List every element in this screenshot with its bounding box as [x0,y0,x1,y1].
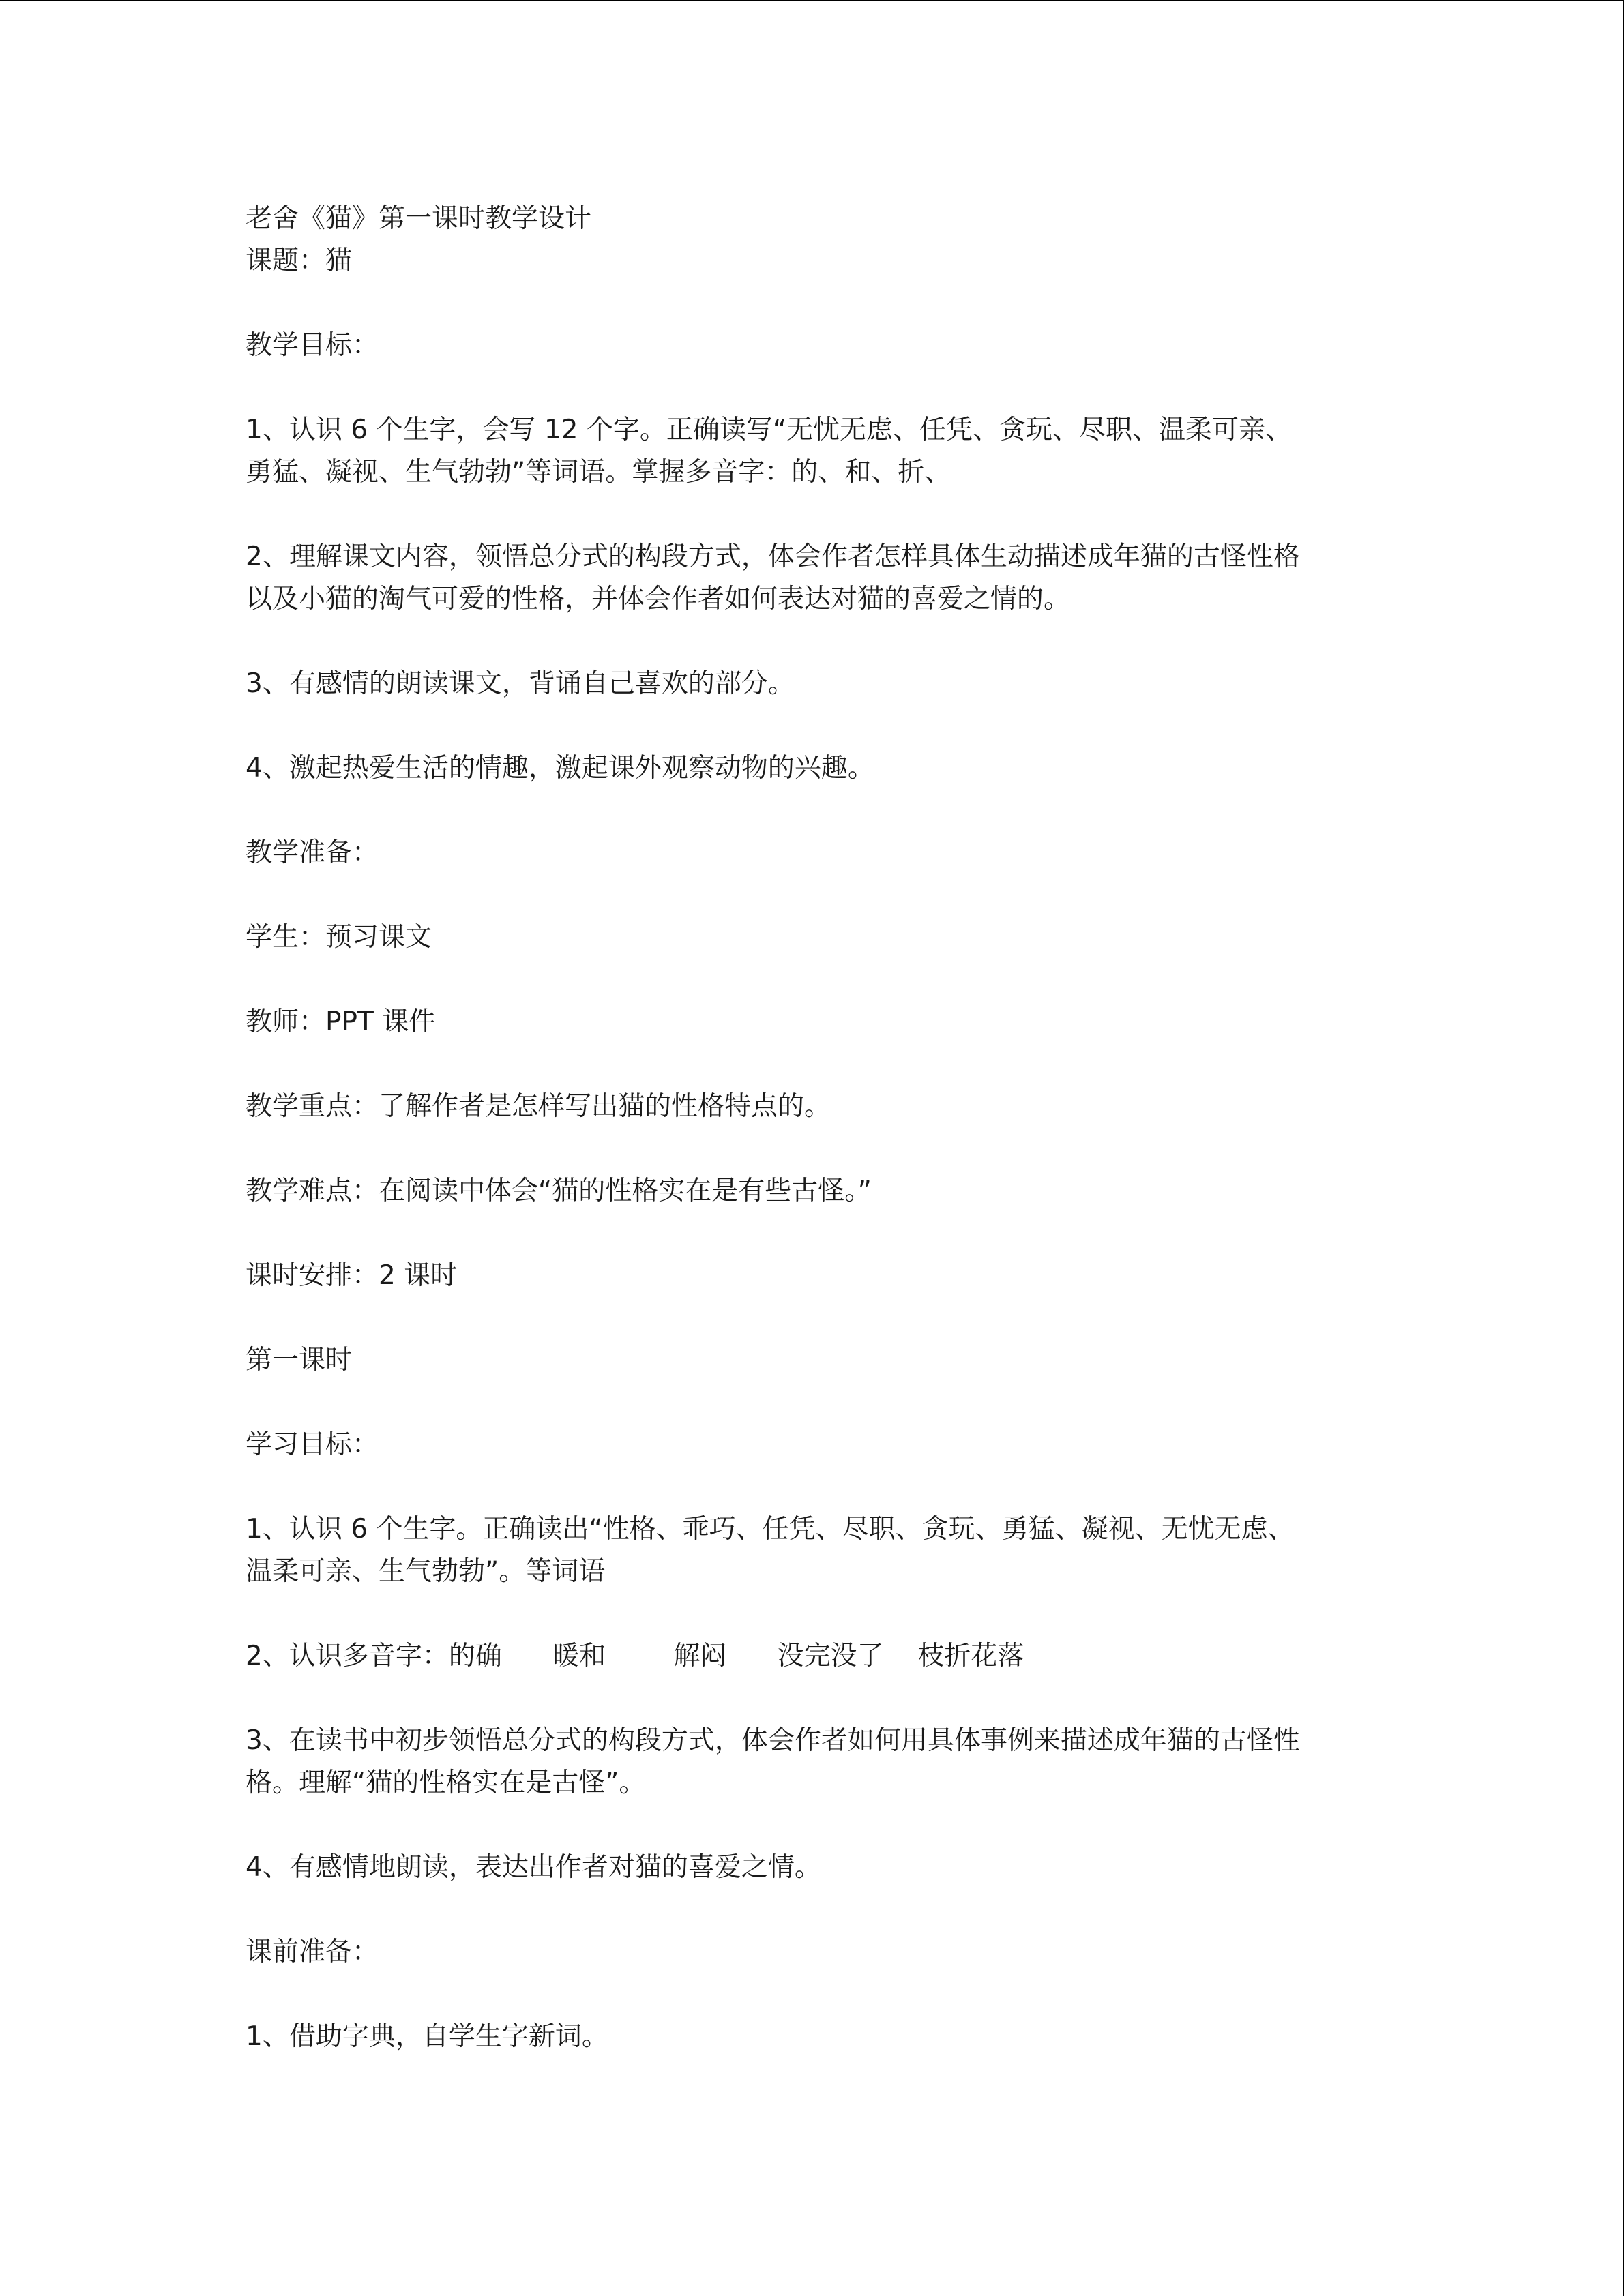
learning-goals-heading: 学习目标： [246,1429,379,1460]
goal-1-line-1: 1、认识 6 个生字，会写 12 个字。正确读写“无忧无虑、任凭、贪玩、尽职、温柔可亲、 [246,415,1293,445]
lesson-topic: 课题：猫 [246,245,353,276]
spacer [246,1382,1391,1424]
spacer [246,705,1391,747]
spacer [246,1678,1391,1720]
spacer [246,1466,1391,1508]
learning-goal-3-line-1: 3、在读书中初步领悟总分式的构段方式，体会作者如何用具体事例来描述成年猫的古怪性 [246,1725,1300,1756]
spacer [246,494,1391,536]
prep-teacher: 教师：PPT 课件 [246,1007,436,1037]
document-title: 老舍《猫》第一课时教学设计 [246,203,592,234]
teaching-prep-heading: 教学准备： [246,837,379,868]
lesson-one-heading: 第一课时 [246,1345,353,1375]
goal-3: 3、有感情的朗读课文，背诵自己喜欢的部分。 [246,668,795,699]
goal-2-line-1: 2、理解课文内容，领悟总分式的构段方式，体会作者怎样具体生动描述成年猫的古怪性格 [246,541,1300,572]
spacer [246,1804,1391,1847]
spacer [246,282,1391,325]
learning-goal-2: 2、认识多音字：的确 暖和 解闷 没完没了 枝折花落 [246,1641,1024,1671]
document-body [246,198,1391,2058]
spacer [246,1297,1391,1339]
goal-2-line-2: 以及小猫的淘气可爱的性格，并体会作者如何表达对猫的喜爱之情的。 [246,584,1071,614]
learning-goal-3-line-2: 格。理解“猫的性格实在是古怪”。 [246,1768,646,1798]
pre-class-heading: 课前准备： [246,1937,379,1967]
difficulty: 教学难点：在阅读中体会“猫的性格实在是有些古怪。” [246,1176,872,1206]
spacer [246,367,1391,409]
schedule: 课时安排：2 课时 [246,1260,458,1291]
spacer [246,621,1391,663]
spacer [246,1889,1391,1931]
spacer [246,1128,1391,1170]
goal-4: 4、激起热爱生活的情趣，激起课外观察动物的兴趣。 [246,753,874,784]
learning-goal-1-line-2: 温柔可亲、生气勃勃”。等词语 [246,1556,606,1587]
learning-goal-4: 4、有感情地朗读，表达出作者对猫的喜爱之情。 [246,1852,821,1883]
key-point: 教学重点：了解作者是怎样写出猫的性格特点的。 [246,1091,831,1122]
spacer [246,1593,1391,1635]
spacer [246,959,1391,1001]
spacer [246,1973,1391,2016]
spacer [246,1212,1391,1255]
spacer [246,1043,1391,1086]
spacer [246,874,1391,916]
spacer [246,790,1391,832]
pre-class-item-1: 1、借助字典，自学生字新词。 [246,2021,608,2052]
learning-goal-1-line-1: 1、认识 6 个生字。正确读出“性格、乖巧、任凭、尽职、贪玩、勇猛、凝视、无忧无虑、 [246,1514,1295,1545]
prep-student: 学生：预习课文 [246,922,432,953]
teaching-goals-heading: 教学目标： [246,330,379,361]
goal-1-line-2: 勇猛、凝视、生气勃勃”等词语。掌握多音字：的、和、折、 [246,457,951,488]
